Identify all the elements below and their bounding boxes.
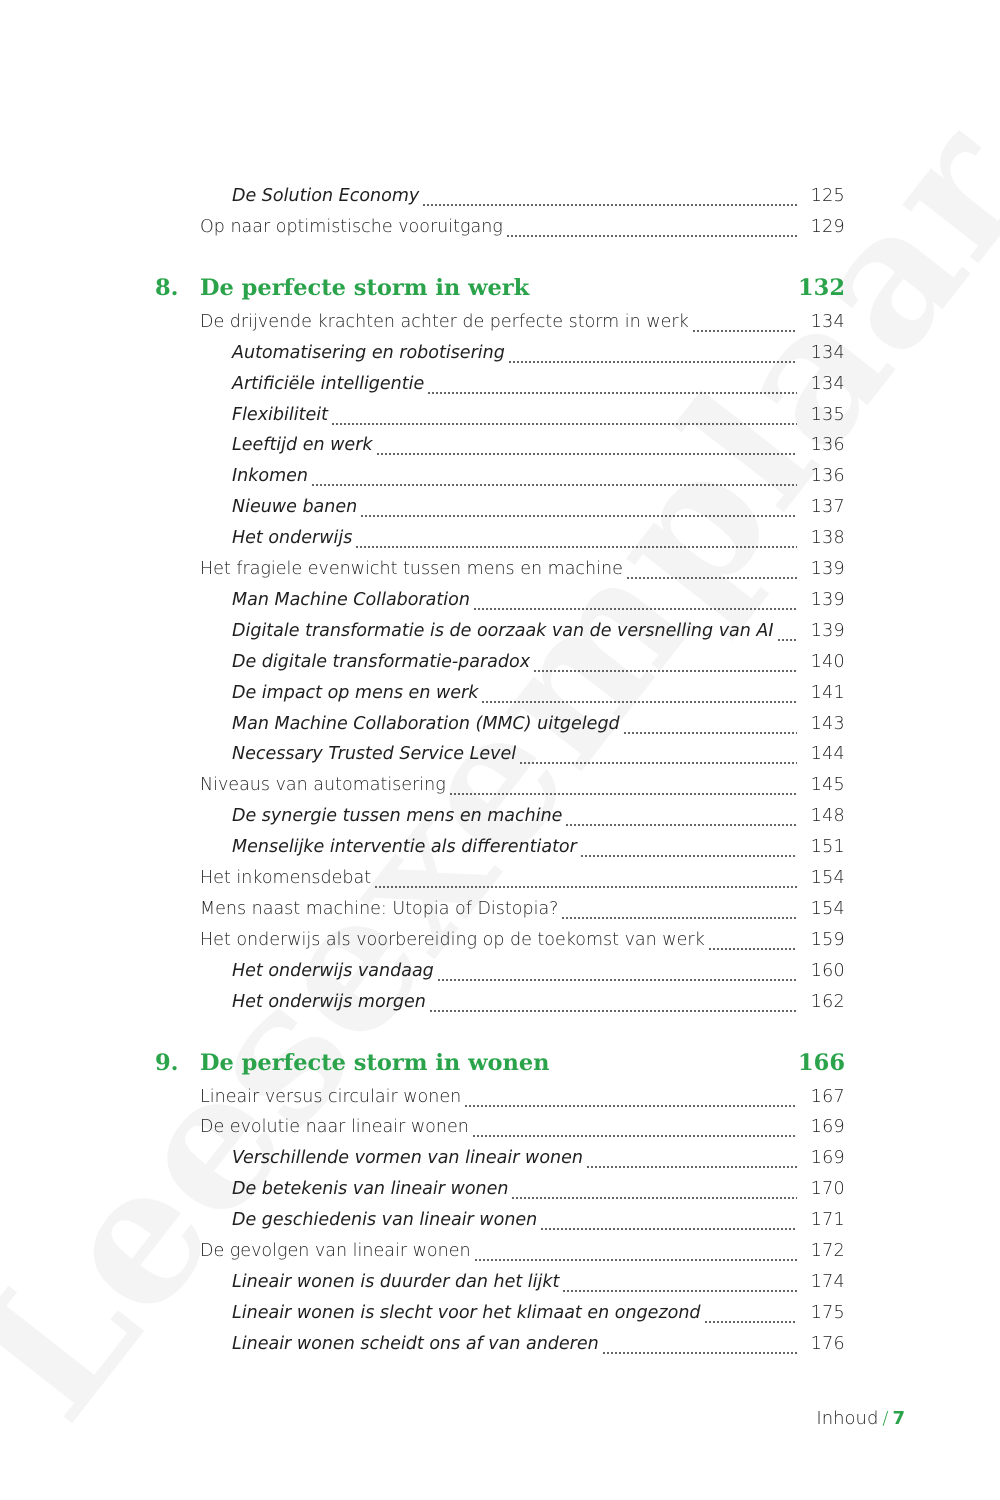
toc-entry-label: Het onderwijs <box>232 528 353 549</box>
toc-entry-page: 144 <box>810 744 845 765</box>
toc-entry-label: Lineair wonen is slecht voor het klimaat en ongezond <box>232 1302 701 1323</box>
toc-entry-label: De evolutie naar lineair wonen <box>200 1117 469 1138</box>
toc-entry[interactable] <box>232 1143 845 1174</box>
toc-entry-page: 139 <box>810 559 845 579</box>
toc-entry[interactable] <box>200 554 845 585</box>
toc-entry[interactable] <box>200 770 845 801</box>
toc-entry-page: 171 <box>810 1210 845 1231</box>
toc-entry[interactable] <box>200 1112 845 1143</box>
toc-entry[interactable] <box>232 987 845 1018</box>
toc-entry[interactable] <box>232 739 845 770</box>
toc-entry[interactable] <box>200 307 845 338</box>
toc-entry-label: Verschillende vormen van lineair wonen <box>232 1148 583 1169</box>
toc-entry-label: Nieuwe banen <box>232 497 358 518</box>
toc-entry-label: Lineair wonen is duurder dan het lijkt <box>232 1271 560 1292</box>
dot-leader <box>704 1298 797 1329</box>
toc-entry-page: 140 <box>810 651 845 672</box>
toc-entry-page: 134 <box>810 342 845 363</box>
dot-leader <box>506 212 797 243</box>
dot-leader <box>376 430 797 461</box>
dot-leader <box>508 338 797 369</box>
toc-entry[interactable] <box>232 400 845 431</box>
toc-entry[interactable] <box>232 523 845 554</box>
chapter-heading[interactable] <box>155 271 845 305</box>
toc-entry[interactable] <box>200 1082 845 1113</box>
toc-entry-page: 137 <box>810 497 845 518</box>
toc-entry-label: De geschiedenis van lineair wonen <box>232 1210 538 1231</box>
toc-entry[interactable] <box>200 863 845 894</box>
toc-entry-page: 148 <box>810 806 845 827</box>
toc-entry[interactable] <box>232 461 845 492</box>
dot-leader <box>623 709 797 740</box>
toc-entry-label: De drijvende krachten achter de perfecte storm in werk <box>200 311 689 332</box>
toc-entry-label: Digitale transformatie is de oorzaak van de versnelling van AI <box>232 620 774 641</box>
toc-entry-label: De digitale transformatie-paradox <box>232 651 531 672</box>
toc-entry-page: 136 <box>810 466 845 487</box>
toc-entry[interactable] <box>200 212 845 243</box>
toc-entry-page: 174 <box>810 1271 845 1292</box>
dot-leader <box>561 894 797 925</box>
toc-entry-label: De synergie tussen mens en machine <box>232 806 563 827</box>
footer-page-number: 7 <box>892 1408 905 1429</box>
toc-entry-label: Inkomen <box>232 466 308 487</box>
toc-entry[interactable] <box>200 1236 845 1267</box>
toc-entry-label: De betekenis van lineair wonen <box>232 1179 509 1200</box>
toc-entry[interactable] <box>232 709 845 740</box>
dot-leader <box>360 492 797 523</box>
toc-entry-label: Necessary Trusted Service Level <box>232 744 517 765</box>
page-footer <box>816 1408 905 1429</box>
dot-leader <box>449 770 797 801</box>
chapter-number: 9. <box>155 1049 179 1076</box>
toc-entry-page: 136 <box>810 435 845 456</box>
dot-leader <box>533 647 797 678</box>
toc-entry-page: 160 <box>810 960 845 981</box>
toc-entry-page: 151 <box>810 837 845 858</box>
toc-entry[interactable] <box>200 894 845 925</box>
toc-entry-page: 145 <box>810 775 845 796</box>
toc-entry[interactable] <box>232 181 845 212</box>
toc-entry-label: Niveaus van automatisering <box>200 775 446 796</box>
toc-entry-page: 138 <box>810 528 845 549</box>
toc-entry-page: 141 <box>810 682 845 703</box>
toc-entry[interactable] <box>232 647 845 678</box>
dot-leader <box>540 1205 797 1236</box>
toc-entry-page: 169 <box>810 1148 845 1169</box>
dot-leader <box>429 987 797 1018</box>
chapter-title: De perfecte storm in wonen <box>200 1049 550 1076</box>
dot-leader <box>562 1267 797 1298</box>
toc-entry-label: De gevolgen van lineair wonen <box>200 1241 471 1261</box>
toc-entry[interactable] <box>232 616 845 647</box>
toc-entry-page: 134 <box>810 373 845 394</box>
toc-entry-page: 176 <box>810 1333 845 1354</box>
toc-entry-label: Het fragiele evenwicht tussen mens en machine <box>200 559 623 579</box>
toc-entry-page: 172 <box>810 1241 845 1261</box>
dot-leader <box>519 739 797 770</box>
toc-entry[interactable] <box>232 832 845 863</box>
toc-entry-label: Leeftijd en werk <box>232 435 373 456</box>
chapter-page: 132 <box>798 274 845 301</box>
toc-entry-label: Het onderwijs vandaag <box>232 960 434 981</box>
toc-entry[interactable] <box>232 1298 845 1329</box>
dot-leader <box>565 801 797 832</box>
toc-entry[interactable] <box>232 801 845 832</box>
toc-entry-page: 139 <box>810 620 845 641</box>
dot-leader <box>427 369 797 400</box>
toc-entry[interactable] <box>232 492 845 523</box>
toc-entry-page: 139 <box>810 589 845 610</box>
dot-leader <box>481 678 797 709</box>
toc-entry[interactable] <box>232 1329 845 1360</box>
dot-leader <box>331 400 797 431</box>
dot-leader <box>586 1143 797 1174</box>
toc-entry-page: 169 <box>810 1117 845 1138</box>
toc-entry-label: Flexibiliteit <box>232 404 328 425</box>
toc-entry[interactable] <box>232 678 845 709</box>
toc-entry-page: 162 <box>810 991 845 1012</box>
toc-entry[interactable] <box>232 430 845 461</box>
dot-leader <box>708 925 797 956</box>
chapter-number: 8. <box>155 274 179 301</box>
toc-entry[interactable] <box>200 925 845 956</box>
toc-entry-label: Menselijke interventie als differentiator <box>232 837 577 858</box>
dot-leader <box>602 1329 797 1360</box>
toc-entry-page: 154 <box>810 868 845 888</box>
toc-entry-label: Man Machine Collaboration (MMC) uitgelegd <box>232 713 620 734</box>
toc-entry[interactable] <box>232 956 845 987</box>
toc-entry-label: De impact op mens en werk <box>232 682 479 703</box>
dot-leader <box>464 1082 797 1113</box>
toc-entry[interactable] <box>232 1205 845 1236</box>
toc-entry-label: De Solution Economy <box>232 186 420 206</box>
toc-entry-page: 159 <box>810 929 845 950</box>
chapter-title: De perfecte storm in werk <box>200 274 530 301</box>
dot-leader <box>422 181 797 212</box>
toc-entry[interactable] <box>232 1267 845 1298</box>
toc-entry-label: Mens naast machine: Utopia of Distopia? <box>200 898 559 919</box>
toc-entry-page: 129 <box>810 216 845 237</box>
toc-entry-page: 134 <box>810 311 845 332</box>
dot-leader <box>473 585 797 616</box>
toc-entry-label: Lineair wonen scheidt ons af van anderen <box>232 1333 599 1354</box>
toc-entry-page: 135 <box>810 404 845 425</box>
dot-leader <box>692 307 797 338</box>
dot-leader <box>355 523 797 554</box>
chapter-heading[interactable] <box>155 1046 845 1080</box>
toc-entry-label: Op naar optimistische vooruitgang <box>200 216 503 237</box>
toc-entry-page: 175 <box>810 1302 845 1323</box>
dot-leader <box>777 616 797 647</box>
toc-entry[interactable] <box>232 338 845 369</box>
toc-entry-label: Man Machine Collaboration <box>232 589 470 610</box>
toc-entry-label: Het onderwijs morgen <box>232 991 426 1012</box>
toc-entry-label: Lineair versus circulair wonen <box>200 1086 462 1107</box>
dot-leader <box>437 956 797 987</box>
toc-entry-label: Automatisering en robotisering <box>232 342 505 363</box>
footer-separator: / <box>882 1408 889 1429</box>
toc-entry-page: 154 <box>810 898 845 919</box>
dot-leader <box>472 1112 797 1143</box>
dot-leader <box>474 1236 797 1267</box>
toc-entry-page: 167 <box>810 1086 845 1107</box>
toc-entry[interactable] <box>232 585 845 616</box>
toc-entry-label: Het onderwijs als voorbereiding op de toekomst van werk <box>200 929 705 950</box>
footer-section: Inhoud <box>816 1408 879 1429</box>
chapter-page: 166 <box>798 1049 845 1076</box>
toc-entry[interactable] <box>232 1174 845 1205</box>
dot-leader <box>626 554 797 585</box>
toc-entry-page: 125 <box>810 186 845 206</box>
toc-entry-page: 143 <box>810 713 845 734</box>
dot-leader <box>311 461 797 492</box>
dot-leader <box>580 832 797 863</box>
toc-entry-label: Het inkomensdebat <box>200 868 372 888</box>
dot-leader <box>511 1174 797 1205</box>
toc-entry-page: 170 <box>810 1179 845 1200</box>
toc-entry-label: Artificiële intelligentie <box>232 373 425 394</box>
toc-entry[interactable] <box>232 369 845 400</box>
dot-leader <box>374 863 797 894</box>
